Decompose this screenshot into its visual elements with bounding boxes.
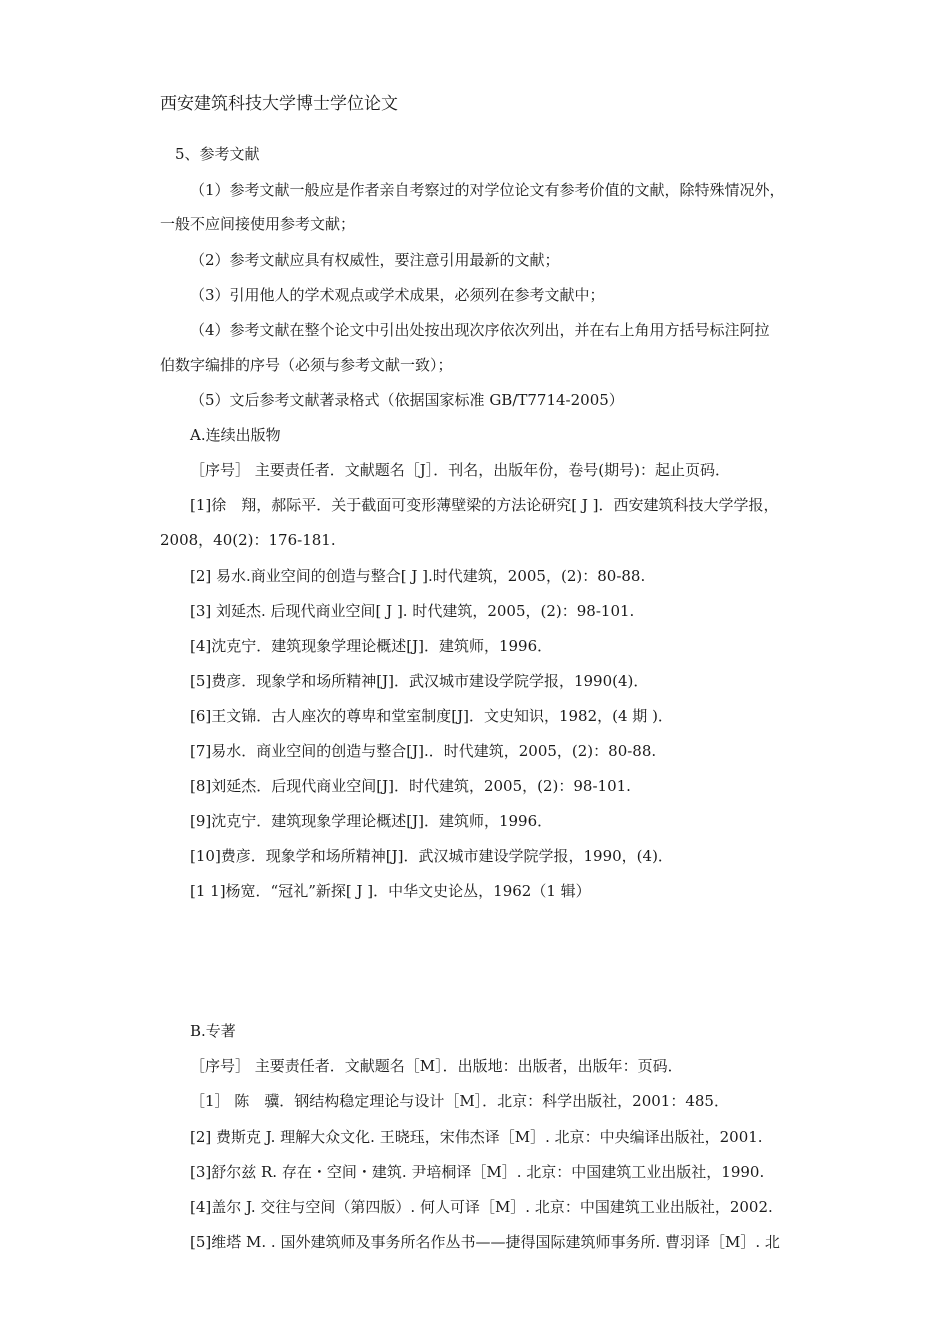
rule-line: （1）参考文献一般应是作者亲自考察过的对学位论文有参考价值的文献，除特殊情况外， — [190, 181, 785, 199]
monograph-format: ［序号］ 主要责任者．文献题名［M］．出版地：出版者，出版年：页码． — [190, 1057, 683, 1075]
rule-line: （5）文后参考文献著录格式（依据国家标准 GB/T7714-2005） — [190, 391, 624, 409]
reference-entry: [2] 费斯克 J. 理解大众文化. 王晓珏，宋伟杰译［M］. 北京：中央编译出版社，2001. — [190, 1128, 763, 1146]
rule-line: （4）参考文献在整个论文中引出处按出现次序依次列出，并在右上角用方括号标注阿拉 — [190, 321, 770, 339]
monograph-heading: B.专著 — [190, 1022, 236, 1040]
reference-entry: [4]沈克宁．建筑现象学理论概述[J]．建筑师，1996． — [190, 637, 553, 655]
reference-entry: [1]徐 翔，郝际平．关于截面可变形薄壁梁的方法论研究[ J ]．西安建筑科技大学学报， — [190, 496, 779, 514]
rule-line: （2）参考文献应具有权威性，要注意引用最新的文献； — [190, 251, 560, 269]
reference-entry: ［1］ 陈 骥．钢结构稳定理论与设计［M］．北京：科学出版社，2001：485． — [190, 1092, 729, 1110]
serial-format: ［序号］ 主要责任者．文献题名［J］．刊名，出版年份，卷号(期号)：起止页码． — [190, 461, 730, 479]
reference-entry: [5]维塔 M. . 国外建筑师及事务所名作丛书——捷得国际建筑师事务所. 曹羽译［M］. 北 — [190, 1233, 780, 1251]
reference-entry: [7]易水．商业空间的创造与整合[J].．时代建筑，2005，(2)：80-88. — [190, 742, 657, 760]
reference-entry: [2] 易水.商业空间的创造与整合[ J ].时代建筑，2005，(2)：80-88. — [190, 567, 646, 585]
reference-entry: [3]舒尔兹 R. 存在・空间・建筑. 尹培桐译［M］. 北京：中国建筑工业出版社，1990. — [190, 1163, 765, 1181]
reference-entry: [6]王文锦．古人座次的尊卑和堂室制度[J]．文史知识，1982，(4 期 )． — [190, 707, 673, 725]
section-title: 5、参考文献 — [175, 145, 260, 163]
reference-entry: [8]刘延杰．后现代商业空间[J]．时代建筑，2005，(2)：98-101. — [190, 777, 631, 795]
reference-entry: [4]盖尔 J. 交往与空间（第四版）. 何人可译［M］. 北京：中国建筑工业出版社，2002. — [190, 1198, 773, 1216]
reference-entry: [1 1]杨宽．“冠礼”新探[ J ]．中华文史论丛，1962（1 辑） — [190, 882, 591, 900]
reference-entry: 2008，40(2)：176-181. — [160, 531, 336, 549]
reference-entry: [10]费彦．现象学和场所精神[J]．武汉城市建设学院学报，1990，(4)． — [190, 847, 673, 865]
reference-entry: [9]沈克宁．建筑现象学理论概述[J]．建筑师，1996． — [190, 812, 553, 830]
serial-heading: A.连续出版物 — [190, 426, 281, 444]
page-header: 西安建筑科技大学博士学位论文 — [160, 94, 398, 114]
rule-line: 一般不应间接使用参考文献； — [160, 215, 356, 233]
reference-entry: [3] 刘延杰. 后现代商业空间[ J ]. 时代建筑，2005，(2)：98-101. — [190, 602, 635, 620]
reference-entry: [5]费彦．现象学和场所精神[J]．武汉城市建设学院学报，1990(4)． — [190, 672, 649, 690]
rule-line: 伯数字编排的序号（必须与参考文献一致）； — [160, 356, 453, 374]
rule-line: （3）引用他人的学术观点或学术成果，必须列在参考文献中； — [190, 286, 605, 304]
